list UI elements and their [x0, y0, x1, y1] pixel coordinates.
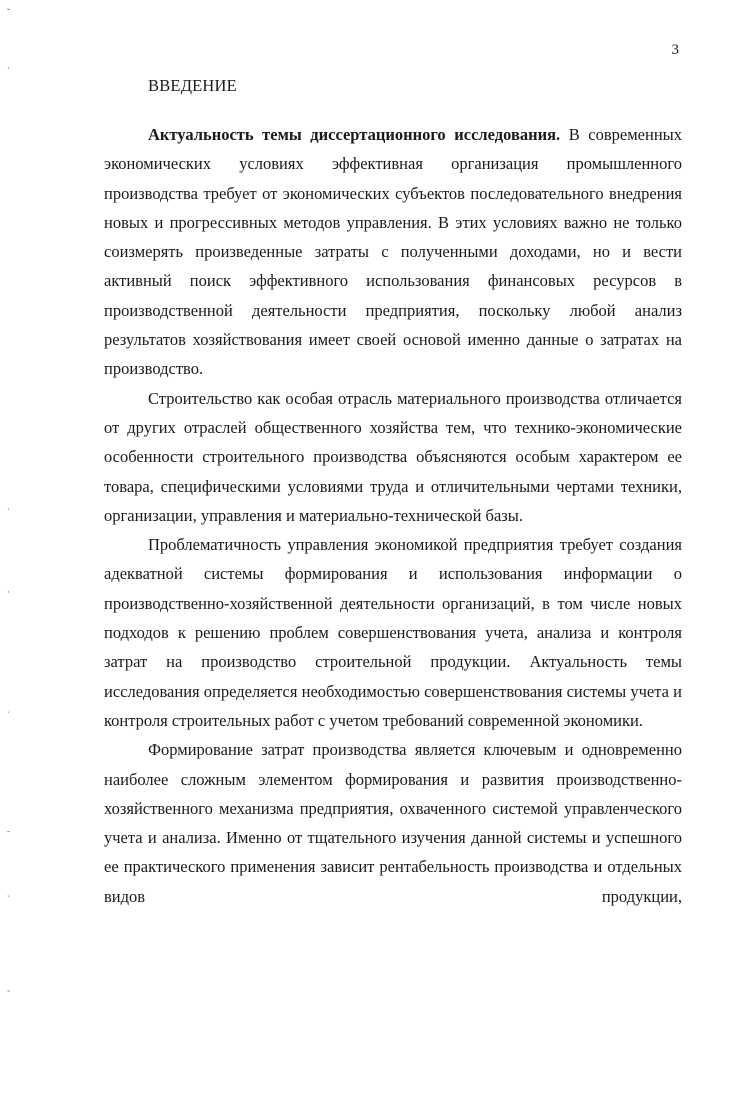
scan-mark: ˋ	[7, 507, 10, 517]
paragraph-text: В современных экономических условиях эффективная организация промышленного производства требует от экономических субъектов последовательного внедрения новых и прогрессивных методов управления. В этих условиях важно не только соизмерять произведенные затраты с полученными доходами, но и вести активный поиск эффективного использования финансовых ресурсов в производственной деятельности предприятия, поскольку любой анализ результатов хозяйствования имеет своей основой именно данные о затратах на производство.	[104, 125, 682, 379]
paragraph-3	[104, 530, 682, 735]
paragraph-text: Проблематичность управления экономикой предприятия требует создания адекватной системы формирования и использования информации о производственно-хозяйственной деятельности организаций, в том числе новых подходов к решению проблем совершенствования учета, анализа и контроля затрат на производство строительной продукции. Актуальность темы исследования определяется необходимостью совершенствования системы учета и контроля строительных работ с учетом требований современной экономики.	[104, 535, 682, 730]
paragraph-4	[104, 735, 682, 911]
scan-mark: ·	[7, 587, 10, 597]
paragraph-lead: Актуальность темы диссертационного исследования.	[148, 125, 561, 144]
scan-mark: ˌ	[7, 703, 10, 713]
paragraph-1	[104, 120, 682, 384]
paragraph-2	[104, 384, 682, 530]
scan-mark: ˗	[7, 825, 10, 835]
body-text	[104, 120, 682, 911]
section-heading: ВВЕДЕНИЕ	[148, 76, 237, 95]
scan-mark: ˇ	[7, 7, 10, 17]
paragraph-text: Формирование затрат производства является ключевым и одновременно наиболее сложным элементом формирования и развития производственно-хозяйственного механизма предприятия, охваченного системой управленческого учета и анализа. Именно от тщательного изучения данной системы и успешного ее практического применения зависит рентабельность производства и отдельных видов продукции,	[104, 740, 682, 906]
scan-mark: ˚	[7, 989, 10, 999]
paragraph-text: Строительство как особая отрасль материального производства отличается от других отраслей общественного хозяйства тем, что технико-экономические особенности строительного производства объясняются особым характером ее товара, специфическими условиями труда и отличительными чертами техники, организации, управления и материально-технической базы.	[104, 388, 682, 525]
scan-mark: ˎ	[7, 887, 10, 897]
page-number: 3	[671, 42, 679, 58]
scan-mark: ·	[7, 63, 10, 73]
